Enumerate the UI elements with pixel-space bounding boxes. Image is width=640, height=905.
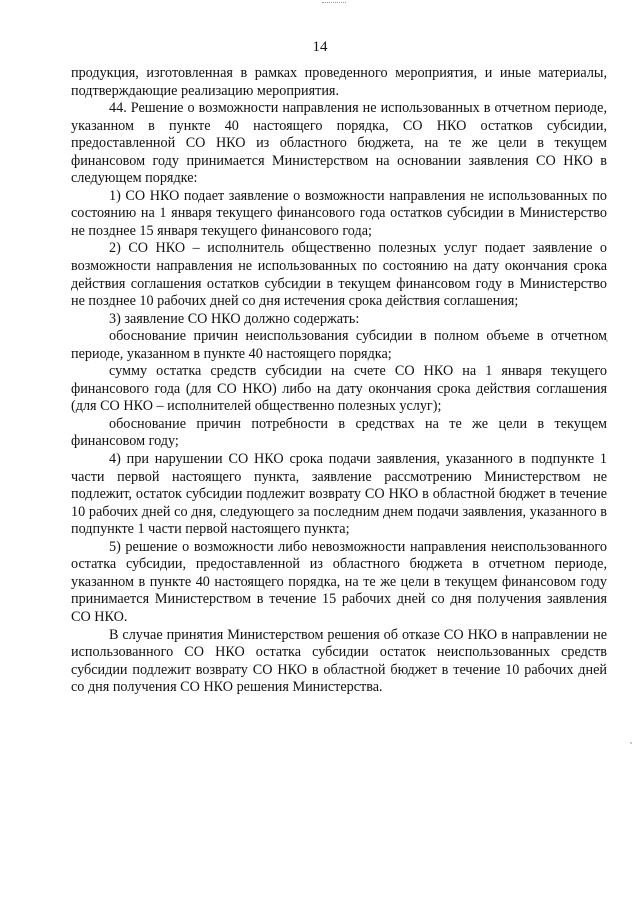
paragraph: обоснование причин неиспользования субсидии в полном объеме в отчетном периоде, указанном в пункте 40 настоящего порядка; (71, 328, 607, 362)
list-item: 5) решение о возможности либо невозможности направления неиспользованного остатка субсидии, предоставленной из областного бюджета в отчетном периоде, указанном в пункте 40 настоящего порядка, на те же цели в текущем финансовом году принимается Министерством в течение 15 рабочих дней со дня получения заявления СО НКО. (71, 538, 607, 625)
list-item: 2) СО НКО – исполнитель общественно полезных услуг подает заявление о возможности направления не использованных по состоянию на дату окончания срока действия соглашения остатков субсидии в текущем финансовом году в Министерство не позднее 10 рабочих дней со дня истечения срока действия соглашения; (71, 240, 607, 310)
list-item: 3) заявление СО НКО должно содержать: (109, 310, 360, 327)
list-item: 1) СО НКО подает заявление о возможности направления не использованных по состоянию на 1 января текущего финансового года остатков субсидии в Министерство не позднее 15 января текущего финансового года; (71, 187, 607, 239)
document-body (71, 65, 607, 697)
scan-speck (630, 742, 632, 744)
paragraph: обоснование причин потребности в средствах на те же цели в текущем финансовом году; (71, 415, 607, 450)
paragraph: 44. Решение о возможности направления не использованных в отчетном периоде, указанном в пункте 40 настоящего порядка, СО НКО остатков субсидии, предоставленной СО НКО из областного бюджета, на те же цели в текущем финансовом году принимается Министерством на основании заявления СО НКО в следующем порядке: (71, 100, 607, 187)
scan-artifact (322, 2, 346, 7)
page-number: 14 (312, 39, 328, 55)
paragraph: сумму остатка средств субсидии на счете СО НКО на 1 января текущего финансового года (для СО НКО) либо на дату окончания срока действия соглашения (для СО НКО – исполнителей общественно полезных услуг); (71, 363, 607, 415)
list-item: 4) при нарушении СО НКО срока подачи заявления, указанного в подпункте 1 части первой настоящего пункта, заявление рассмотрению Министерством не подлежит, остаток субсидии подлежит возврату СО НКО в областной бюджет в течение 10 рабочих дней со дня, следующего за последним днем подачи заявления, указанного в подпункте 1 части первой настоящего пункта; (71, 451, 607, 538)
paragraph: продукция, изготовленная в рамках проведенного мероприятия, и иные материалы, подтверждающие реализацию мероприятия. (71, 65, 607, 99)
paragraph: В случае принятия Министерством решения об отказе СО НКО в направлении не использованного СО НКО остатка субсидии остаток неиспользованных средств субсидии подлежит возврату СО НКО в областной бюджет в течение 10 рабочих дней со дня получения СО НКО решения Министерства. (71, 626, 607, 696)
